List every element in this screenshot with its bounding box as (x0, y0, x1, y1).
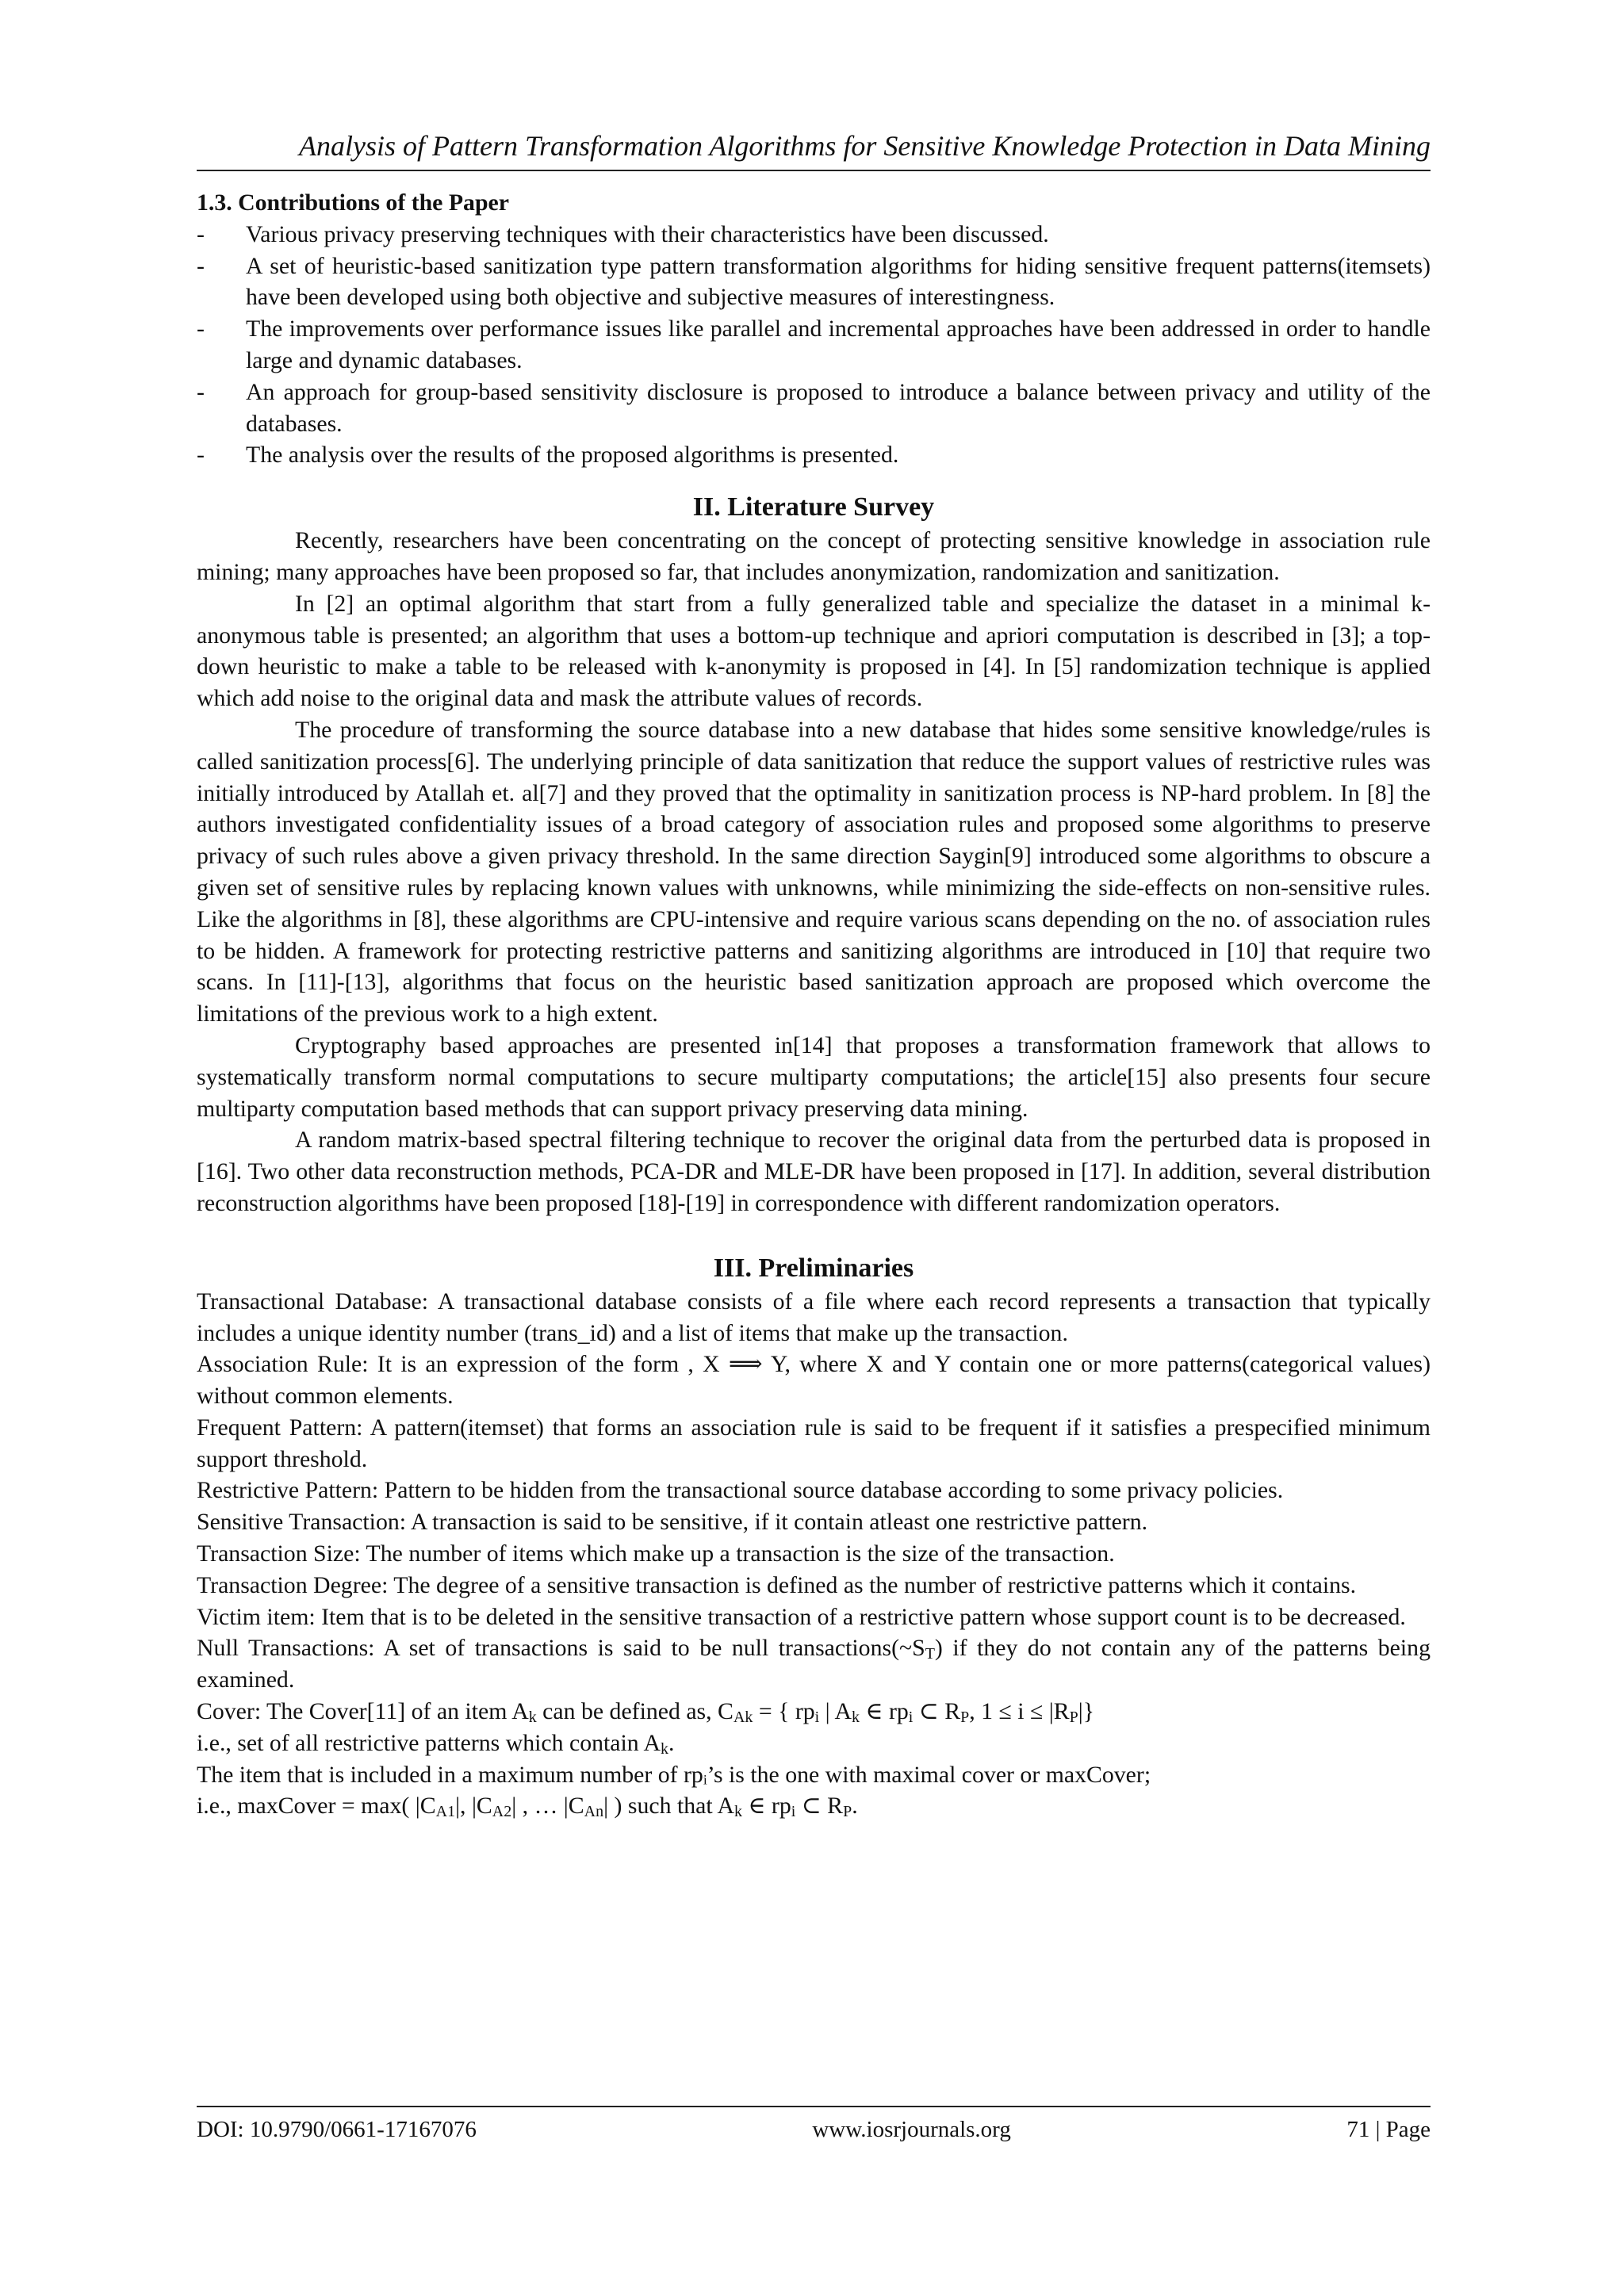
running-title: Analysis of Pattern Transformation Algorithms for Sensitive Knowledge Protection in Data Mining (197, 127, 1431, 171)
list-item: - The analysis over the results of the proposed algorithms is presented. (197, 442, 899, 469)
list-item: - An approach for group-based sensitivity disclosure is proposed to introduce a balance between privacy and utility of the databases. (197, 378, 1431, 437)
definition: Victim item: Item that is to be deleted in the sensitive transaction of a restrictive pattern whose support count is to be decreased. (197, 1603, 1406, 1630)
definition: Transactional Database: A transactional database consists of a file where each record represents a transaction that typically includes a unique identity number (trans_id) and a list of items that make up the transaction. (197, 1288, 1431, 1346)
paragraph: A random matrix-based spectral filtering technique to recover the original data from the perturbed data is proposed in [16]. Two other data reconstruction methods, PCA-DR and MLE-DR have been proposed in [17]. In addition, several distribution reconstruction algorithms have been proposed [18]-[19] in correspondence with different randomization operators. (197, 1127, 1431, 1216)
section-heading-literature: II. Literature Survey (692, 492, 935, 522)
page-footer (197, 2106, 1431, 2145)
paragraph: Recently, researchers have been concentrating on the concept of protecting sensitive knowledge in association rule mining; many approaches have been proposed so far, that includes anonymization, randomization and sanitization. (197, 527, 1431, 585)
section-heading-preliminaries: III. Preliminaries (713, 1253, 914, 1283)
definitions (197, 1286, 1431, 1823)
paragraph: In [2] an optimal algorithm that start from a fully generalized table and specialize the dataset in a minimal k-anonymous table is presented; an algorithm that uses a bottom-up technique and apriori computation is described in [3]; a top-down heuristic to make a table to be released with k-anonymity is proposed in [4]. In [5] randomization technique is applied which add noise to the original data and mask the attribute values of records. (197, 590, 1431, 712)
cover-explanation: i.e., set of all restrictive patterns which contain $A_k$. (197, 1729, 675, 1758)
paragraph: Cryptography based approaches are presented in[14] that proposes a transformation framework that allows to systematically transform normal computations to secure multiparty computations; the article[15] also presents four secure multiparty computation based methods that can support privacy preserving data mining. (197, 1031, 1431, 1122)
definition: Transaction Degree: The degree of a sensitive transaction is defined as the number of restrictive patterns which it contains. (197, 1571, 1357, 1598)
maxcover-formula: i.e., maxCover = max( $|C_{A1}|$, $|C_{A2}|$ , … $|C_{An}|$ ) such that $A_k$ ∈ $rp_i$ ⊂ $R_P$. (197, 1793, 858, 1821)
definition: Transaction Size: The number of items which make up a transaction is the size of the transaction. (197, 1540, 1115, 1567)
definition: Restrictive Pattern: Pattern to be hidden from the transactional source database according to some privacy policies. (197, 1477, 1284, 1504)
definition-null-transactions: Null Transactions: A set of transactions is said to be null $transactions(\sim S_T)$ if they do not contain any of the patterns being examined. (197, 1635, 1431, 1693)
page-content (197, 127, 1431, 1822)
maxcover-intro: The item that is included in a maximum number of rpᵢ’s is the one with maximal cover or maxCover; (197, 1761, 1151, 1788)
definition: Association Rule: It is an expression of the form , X ⟹ Y, where X and Y contain one or more patterns(categorical values) without common elements. (197, 1351, 1431, 1410)
journal-website: www.iosrjournals.org (812, 2117, 1011, 2142)
paragraph: The procedure of transforming the source database into a new database that hides some sensitive knowledge/rules is called sanitization process[6]. The underlying principle of data sanitization that reduce the support values of restrictive rules was initially introduced by Atallah et. al[7] and they proved that the optimality in sanitization process is NP-hard problem. In [8] the authors investigated confidentiality issues of a broad category of association rules and proposed some algorithms to preserve privacy of such rules above a given privacy threshold. In the same direction Saygin[9] introduced some algorithms to obscure a given set of sensitive rules by replacing known values with unknowns, while minimizing the side-effects on non-sensitive rules. Like the algorithms in [8], these algorithms are CPU-intensive and require various scans depending on the no. of association rules to be hidden. A framework for protecting restrictive patterns and sanitizing algorithms are introduced in [10] that require two scans. In [11]-[13], algorithms that focus on the heuristic based sanitization approach are proposed which overcome the limitations of the previous work to a high extent. (197, 716, 1431, 1027)
doi-label: DOI: 10.9790/0661-17167076 (197, 2117, 477, 2142)
definition: Frequent Pattern: A pattern(itemset) that forms an association rule is said to be frequent if it satisfies a prespecified minimum support threshold. (197, 1414, 1431, 1472)
contributions-heading: 1.3. Contributions of the Paper (197, 189, 509, 216)
body-text (197, 187, 1431, 1822)
list-item: - A set of heuristic-based sanitization type pattern transformation algorithms for hiding sensitive frequent patterns(itemsets) have been developed using both objective and subjective measures of interestingness. (197, 252, 1431, 311)
list-item: - Various privacy preserving techniques with their characteristics have been discussed. (197, 220, 1049, 247)
contributions-list (197, 219, 1431, 471)
definition-cover: Cover: The Cover[11] of an item $A_k$ can be defined as, $C_{Ak}$ = { $rp_i$ | $A_k$ ∈ $rp_i$ ⊂ $R_P$, $1 \le i \le |R_P|$} (197, 1698, 1095, 1727)
definition: Sensitive Transaction: A transaction is said to be sensitive, if it contain atleast one restrictive pattern. (197, 1509, 1148, 1536)
page-number: 71 | Page (1346, 2117, 1431, 2142)
list-item: - The improvements over performance issues like parallel and incremental approaches have been addressed in order to handle large and dynamic databases. (197, 316, 1431, 373)
